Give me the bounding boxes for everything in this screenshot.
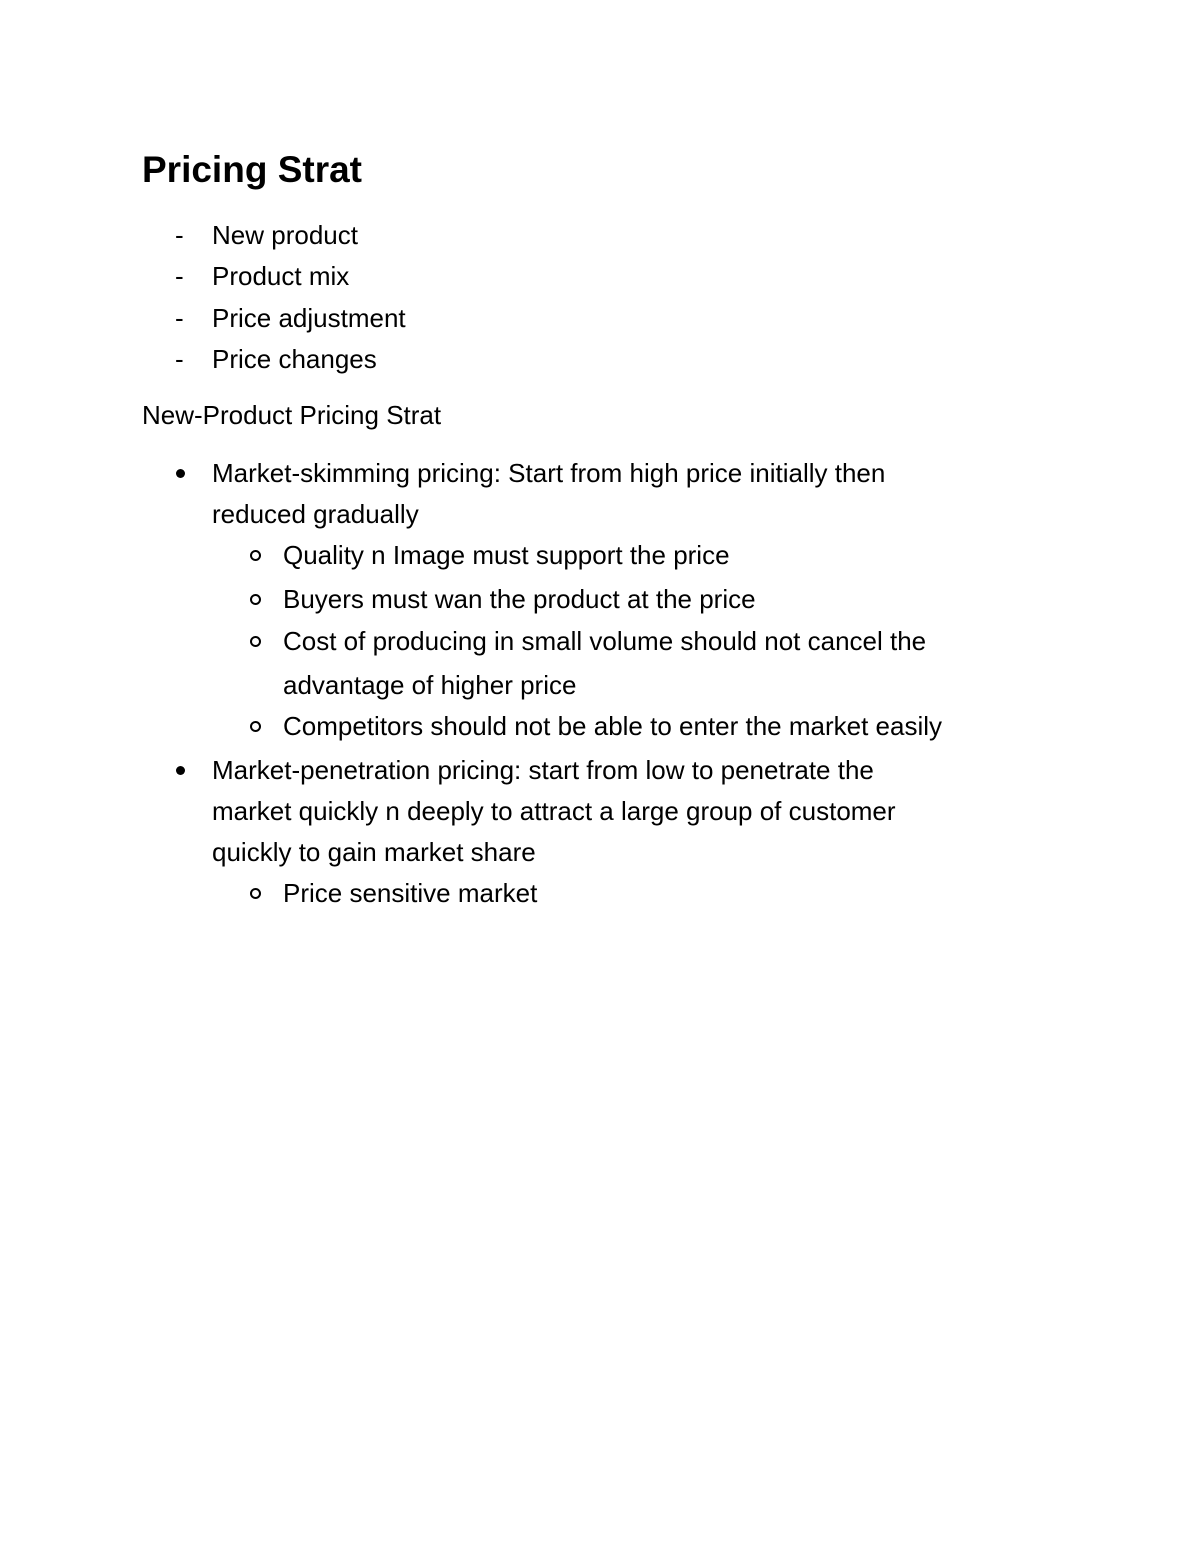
dash-list-item: Price changes: [212, 344, 377, 374]
bullet-text-line: Market-penetration pricing: start from low to penetrate the: [212, 755, 874, 785]
circle-bullet-icon: [250, 550, 261, 561]
bullet-text-line: market quickly n deeply to attract a large group of customer: [212, 796, 896, 826]
circle-bullet-icon: [250, 888, 261, 899]
dash-list-item: Price adjustment: [212, 303, 406, 333]
bullet-text-line: quickly to gain market share: [212, 837, 536, 867]
circle-bullet-icon: [250, 636, 261, 647]
page-title: Pricing Strat: [142, 149, 362, 190]
dash-marker: -: [175, 344, 184, 374]
section-heading: New-Product Pricing Strat: [142, 400, 442, 430]
dash-list-item: New product: [212, 220, 358, 250]
bullet-text-line: Market-skimming pricing: Start from high price initially then: [212, 458, 886, 488]
dash-marker: -: [175, 220, 184, 250]
circle-bullet-icon: [250, 594, 261, 605]
sub-item-text: Competitors should not be able to enter the market easily: [283, 711, 943, 741]
bullet-dot-icon: [176, 766, 185, 775]
dash-marker: -: [175, 303, 184, 333]
sub-item-text: Buyers must wan the product at the price: [283, 584, 756, 614]
sub-item-text: advantage of higher price: [283, 670, 577, 700]
dash-list-item: Product mix: [212, 261, 350, 291]
sub-item-text: Quality n Image must support the price: [283, 540, 730, 570]
bullet-dot-icon: [176, 469, 185, 478]
sub-item-text: Cost of producing in small volume should not cancel the: [283, 626, 927, 656]
dash-marker: -: [175, 261, 184, 291]
sub-item-text: Price sensitive market: [283, 878, 538, 908]
circle-bullet-icon: [250, 721, 261, 732]
bullet-text-line: reduced gradually: [212, 499, 419, 529]
